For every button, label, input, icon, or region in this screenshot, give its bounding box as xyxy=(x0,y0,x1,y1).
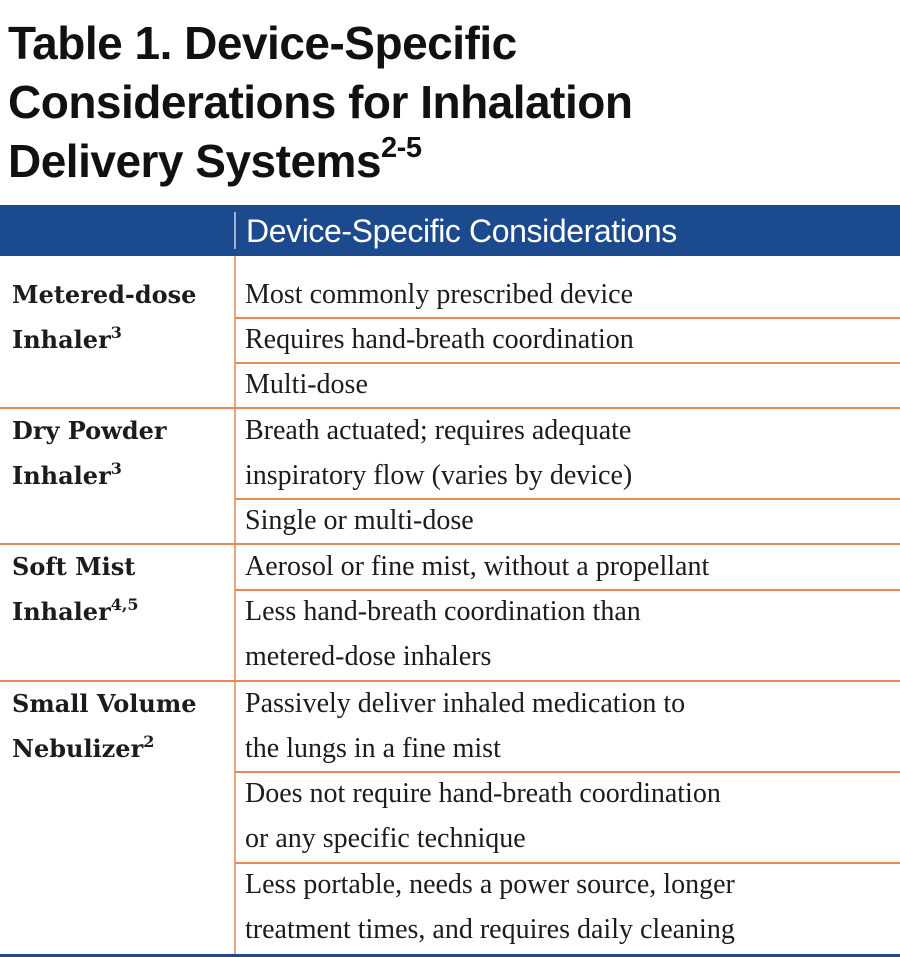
consideration-cell xyxy=(245,862,895,952)
consideration-cell xyxy=(245,408,895,498)
device-name-line-1: Dry Powder xyxy=(12,416,167,445)
consideration-cell xyxy=(245,498,895,543)
consideration-line: Less portable, needs a power source, longer xyxy=(245,869,735,900)
device-name-metered-dose-inhaler xyxy=(12,272,196,362)
consideration-line: Breath actuated; requires adequate xyxy=(245,415,632,446)
consideration-cell xyxy=(245,317,895,362)
consideration-cell xyxy=(245,681,895,771)
consideration-cell xyxy=(245,362,895,407)
device-name-text: Inhaler xyxy=(12,597,111,626)
table-header-bar xyxy=(0,205,900,256)
consideration-line: Aerosol or fine mist, without a propellant xyxy=(245,551,710,582)
device-name-dry-powder-inhaler xyxy=(12,408,167,498)
consideration-line: Most commonly prescribed device xyxy=(245,279,634,310)
device-name-small-volume-nebulizer xyxy=(12,681,197,771)
consideration-line: Passively deliver inhaled medication to xyxy=(245,688,686,719)
device-name-line-2 xyxy=(12,589,139,634)
header-divider xyxy=(234,212,236,249)
device-references: 3 xyxy=(110,323,122,342)
title-line-2: Considerations for Inhalation xyxy=(8,76,633,128)
consideration-cell xyxy=(245,272,895,317)
device-name-line-2 xyxy=(12,453,167,498)
device-name-line-2 xyxy=(12,317,196,362)
consideration-cell xyxy=(245,544,895,589)
device-name-line-1: Soft Mist xyxy=(12,552,136,581)
consideration-line: Less hand-breath coordination than xyxy=(245,596,641,627)
column-heading-considerations: Device-Specific Considerations xyxy=(246,213,677,249)
device-name-text: Inhaler xyxy=(12,461,111,490)
consideration-line: Requires hand-breath coordination xyxy=(245,324,634,355)
device-references: 4,5 xyxy=(110,595,139,614)
consideration-cell xyxy=(245,589,895,679)
consideration-line: treatment times, and requires daily cleaning xyxy=(245,914,735,945)
consideration-line: Single or multi-dose xyxy=(245,505,474,536)
device-name-line-1: Small Volume xyxy=(12,689,197,718)
consideration-line: Does not require hand-breath coordination xyxy=(245,778,721,809)
device-name-soft-mist-inhaler xyxy=(12,544,139,634)
title-line-1: Table 1. Device-Specific xyxy=(8,17,517,69)
title-line-3-text: Delivery Systems xyxy=(8,135,382,187)
consideration-cell xyxy=(245,771,895,861)
title-references: 2-5 xyxy=(381,132,422,164)
title-line-3 xyxy=(8,132,888,191)
consideration-line: inspiratory flow (varies by device) xyxy=(245,460,633,491)
device-name-line-1: Metered-dose xyxy=(12,280,197,309)
consideration-line: Multi-dose xyxy=(245,369,368,400)
device-name-text: Nebulizer xyxy=(12,734,144,763)
table-title xyxy=(8,14,888,191)
consideration-line: or any specific technique xyxy=(245,823,526,854)
device-references: 2 xyxy=(143,732,155,751)
device-name-text: Inhaler xyxy=(12,325,111,354)
consideration-line: metered-dose inhalers xyxy=(245,641,492,672)
device-name-line-2 xyxy=(12,726,197,771)
device-references: 3 xyxy=(110,459,122,478)
consideration-line: the lungs in a fine mist xyxy=(245,733,501,764)
